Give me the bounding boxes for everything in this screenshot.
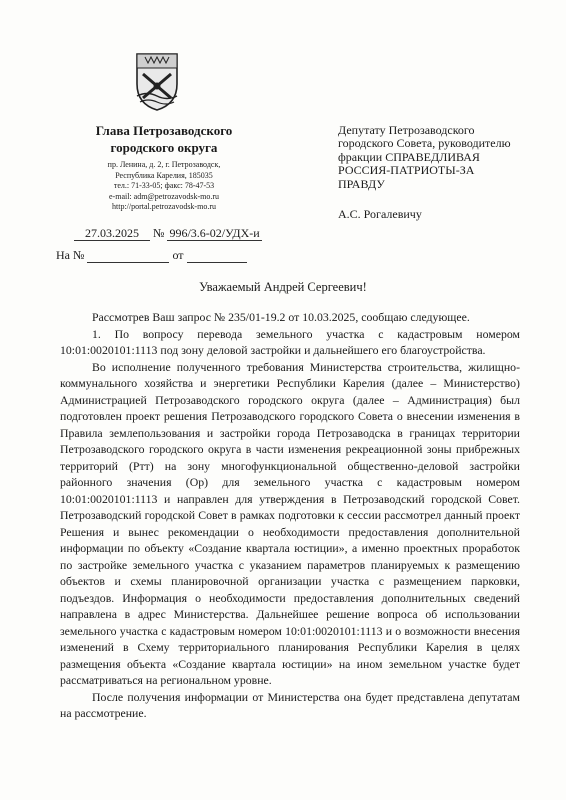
- region-line: Республика Карелия, 185035: [115, 170, 213, 180]
- email-line: e-mail: adm@petrozavodsk-mo.ru: [109, 191, 219, 201]
- number-sign: №: [153, 226, 165, 240]
- body-paragraph: Рассмотрев Ваш запрос № 235/01-19.2 от 10.03.2025, сообщаю следующее.: [92, 310, 470, 324]
- recipient-line: Депутату Петрозаводского: [338, 123, 475, 137]
- outgoing-number: 996/3.6-02/УДХ-и: [169, 226, 260, 240]
- phone-line: тел.: 71-33-05; факс: 78-47-53: [113, 181, 215, 191]
- organization-title: [66, 122, 262, 156]
- incoming-number-blank: [87, 249, 169, 263]
- recipient-name: А.С. Рогалевичу: [338, 207, 422, 221]
- address-line: пр. Ленина, д. 2, г. Петрозаводск,: [107, 160, 221, 169]
- organization-title-line1: Глава Петрозаводского: [95, 123, 233, 138]
- recipient-line: РОССИЯ-ПАТРИОТЫ-ЗА: [338, 163, 475, 178]
- body-paragraph: 1. По вопросу перевода земельного участка с кадастровым номером 10:01:0020101:1113 под зону деловой застройки и дальнейшего его благоустройства.: [60, 326, 520, 357]
- recipient-block: [338, 124, 538, 191]
- website-line: http://portal.petrozavodsk-mo.ru: [112, 202, 216, 212]
- outgoing-reference: [74, 226, 262, 241]
- letter-body: [60, 309, 520, 722]
- letter-greeting: Уважаемый Андрей Сергеевич!: [199, 280, 367, 294]
- coat-of-arms-icon: [133, 50, 181, 112]
- recipient-line: фракции СПРАВЕДЛИВАЯ: [338, 149, 480, 164]
- organization-title-line2: городского округа: [110, 140, 218, 155]
- incoming-number-label: На №: [56, 248, 85, 262]
- organization-contacts: [66, 160, 262, 213]
- recipient-line: ПРАВДУ: [338, 176, 385, 191]
- outgoing-date: 27.03.2025: [74, 227, 150, 241]
- incoming-date-blank: [187, 249, 247, 263]
- recipient-line: городского Совета, руководителю: [338, 136, 511, 151]
- incoming-from-label: от: [172, 248, 184, 262]
- incoming-reference: [56, 248, 247, 263]
- body-paragraph: Во исполнение полученного требования Министерства строительства, жилищно-коммунального хозяйства и энергетики Республики Карелия (далее – Министерство) Администрацией Петрозаводского городского округа (далее – Администрация) был подготовлен проект решения Петрозаводского городского Совета о внесении изменения в Правила землепользования и застройки города Петрозаводска в границах территории Петрозаводского городского округа в части изменения рекреационной зоны прибрежных территорий (Ртт) на зону многофункциональной общественно-деловой застройки районного значения (Ор) для земельного участка с кадастровым номером 10:01:0020101:1113 и направлен для утверждения в Петрозаводский городской Совет. Петрозаводский городской Совет в рамках подготовки к сессии рассмотрел данный проект Решения и вынес рекомендации о необходимости предоставления дополнительной информации по объекту «Создание квартала юстиции», а именно проектных проработок по застройке земельного участка с указанием параметров планируемых к размещению объектов и схемы планировочной организации участка с размещением парковки, подъездов. Информация о необходимости предоставления дополнительных сведений направлена в адрес Министерства. Дальнейшее решение вопроса об использовании земельного участка с кадастровым номером 10:01:0020101:1113 и о возможности внесения изменений в Схему территориального планирования Республики Карелия в целях размещения объекта «Создание квартала юстиции» на ином земельном участке будет рассматриваться на региональном уровне.: [60, 359, 520, 687]
- body-paragraph: После получения информации от Министерства она будет представлена депутатам на рассмотрение.: [60, 689, 520, 720]
